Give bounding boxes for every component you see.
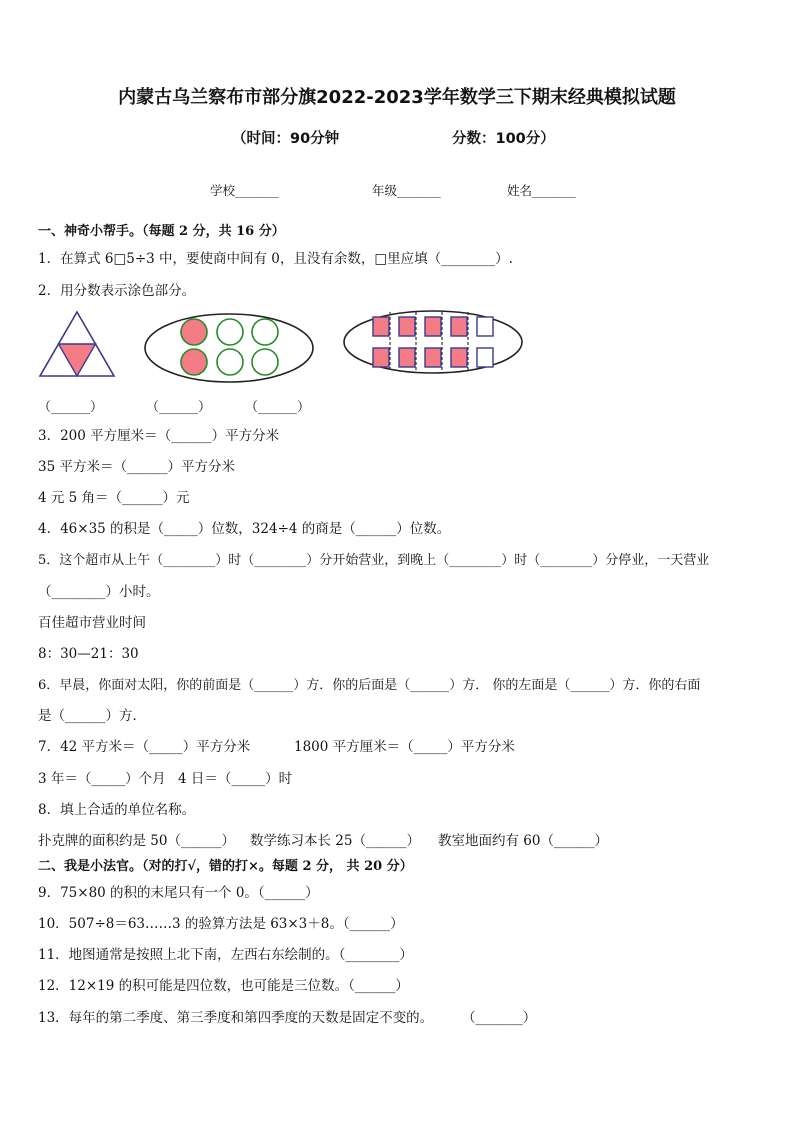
empty-circle (252, 319, 278, 345)
store-hours-title: 百佳超市营业时间 (38, 615, 146, 631)
question-4: 4．46×35 的积是（_____）位数，324÷4 的商是（______）位数。 (38, 521, 451, 537)
empty-circle (217, 319, 243, 345)
empty-square (477, 317, 493, 336)
section-1-heading: 一、神奇小帮手。（每题 2 分，共 16 分） (38, 224, 285, 239)
total-score: 分数：100分） (452, 131, 555, 147)
question-7-b: 1800 平方厘米＝（_____）平方分米 (294, 739, 515, 755)
question-10: 10．507÷8＝63……3 的验算方法是 63×3＋8。（______） (38, 916, 404, 932)
store-hours-value: 8：30—21：30 (38, 646, 139, 662)
empty-circle (217, 349, 243, 375)
empty-square (477, 348, 493, 367)
question-7-c: 3 年＝（_____）个月 (38, 771, 166, 787)
answer-blank-3[interactable]: （______） (245, 400, 311, 415)
shaded-square (399, 317, 415, 336)
question-3-b: 35 平方米＝（______）平方分米 (38, 459, 235, 475)
question-8: 8．填上合适的单位名称。 (38, 802, 196, 818)
time-limit: （时间：90分钟 (232, 131, 340, 147)
triangle-figure (38, 310, 116, 378)
question-2: 2．用分数表示涂色部分。 (38, 283, 196, 299)
question-13: 13．每年的第二季度、第三季度和第四季度的天数是固定不变的。 (38, 1010, 434, 1026)
school-field: 学校_______ (210, 183, 279, 198)
question-6-line-2: 是（______）方． (38, 708, 146, 724)
question-13-answer-blank[interactable]: （_______） (462, 1010, 537, 1026)
empty-circle (252, 349, 278, 375)
question-11: 11．地图通常是按照上北下南，左西右东绘制的。（________） (38, 947, 413, 963)
name-field: 姓名_______ (507, 183, 576, 198)
question-7-d: 4 日＝（_____）时 (178, 771, 293, 787)
question-8-b: 数学练习本长 25（______） (250, 833, 420, 849)
question-12: 12．12×19 的积可能是四位数，也可能是三位数。（______） (38, 978, 409, 994)
shaded-square (373, 348, 389, 367)
shaded-square (425, 317, 441, 336)
question-6-line-1: 6．早晨，你面对太阳，你的前面是（______）方．你的后面是（______）方． 你的左面是（______）方．你的右面 (38, 678, 701, 693)
shaded-circle (181, 319, 207, 345)
shaded-square (451, 348, 467, 367)
question-3-a: 3．200 平方厘米＝（______）平方分米 (38, 428, 280, 444)
question-3-c: 4 元 5 角＝（______）元 (38, 490, 190, 506)
grade-field: 年级_______ (372, 183, 441, 198)
question-5-line-1: 5．这个超市从上午（________）时（________）分开始营业，到晚上（________）时（________）分停业，一天营业 (38, 553, 710, 568)
shaded-square (451, 317, 467, 336)
question-9: 9．75×80 的积的末尾只有一个 0。（______） (38, 885, 319, 901)
answer-blank-2[interactable]: （______） (146, 400, 212, 415)
question-7-a: 7．42 平方米＝（_____）平方分米 (38, 739, 251, 755)
section-2-heading: 二、我是小法官。（对的打√，错的打×。每题 2 分， 共 20 分） (38, 859, 413, 874)
shaded-circle (181, 349, 207, 375)
shaded-square (399, 348, 415, 367)
shaded-square (425, 348, 441, 367)
question-5-line-2: （________）小时。 (38, 584, 160, 600)
question-8-c: 教室地面约有 60（______） (438, 833, 608, 849)
shaded-square (373, 317, 389, 336)
question-1: 1．在算式 6□5÷3 中，要使商中间有 0，且没有余数，□里应填（________）. (38, 251, 513, 267)
page-title: 内蒙古乌兰察布市部分旗2022-2023学年数学三下期末经典模拟试题 (118, 87, 676, 108)
answer-blank-1[interactable]: （______） (38, 400, 104, 415)
question-8-a: 扑克牌的面积约是 50（______） (38, 833, 235, 849)
squares-figure (342, 308, 524, 376)
circles-figure (142, 310, 316, 386)
